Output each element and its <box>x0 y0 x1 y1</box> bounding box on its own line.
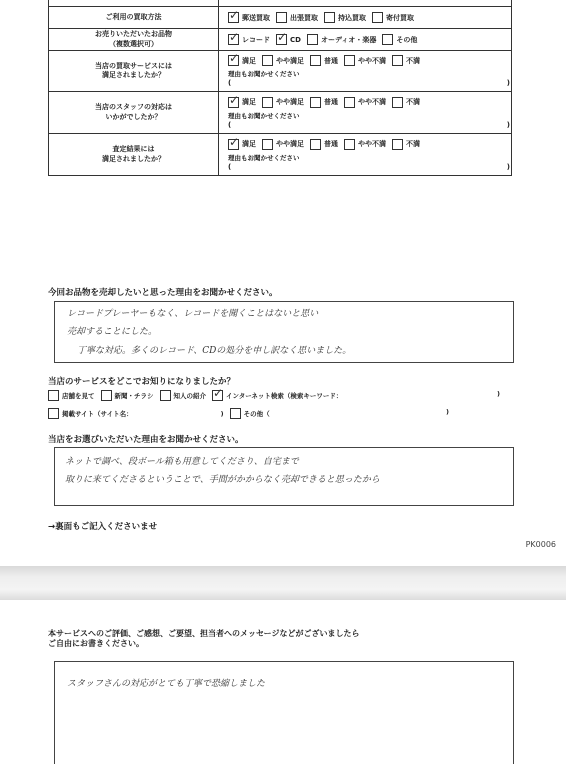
answer-cell <box>219 92 512 134</box>
source-heading: 当店のサービスをどこでお知りになりましたか？ <box>48 377 236 387</box>
option[interactable] <box>228 97 256 108</box>
option[interactable] <box>276 12 318 23</box>
option[interactable] <box>344 139 386 150</box>
question-label <box>49 134 219 176</box>
option[interactable] <box>324 12 366 23</box>
checkbox-checked[interactable] <box>228 34 239 45</box>
option[interactable] <box>262 55 304 66</box>
choose-reason-answer-line: 取りに来てくださるということで、手間がかからなく売却できると思ったから <box>65 475 380 485</box>
option-label: 普通 <box>324 98 338 106</box>
option-label: 不満 <box>406 98 420 106</box>
option[interactable] <box>228 139 256 150</box>
question-label <box>49 7 219 29</box>
question-text-line: 当店の買取サービスには <box>95 61 172 70</box>
comment-heading-line: ご自由にお書きください。 <box>48 639 144 649</box>
option[interactable] <box>344 55 386 66</box>
question-text-line: 満足されましたか？ <box>102 71 165 79</box>
option-label: 寄付買取 <box>386 13 414 22</box>
choose-reason-heading: 当店をお選びいただいた理由をお聞かせください。 <box>48 435 244 445</box>
option-label: 知人の紹介 <box>173 392 206 400</box>
reason-input[interactable]: ( ) <box>228 120 510 129</box>
question-label <box>49 29 219 51</box>
survey-page-back <box>0 600 566 763</box>
checkbox[interactable] <box>310 139 321 150</box>
option[interactable] <box>310 55 338 66</box>
option[interactable] <box>372 12 414 23</box>
reason-label: 理由もお聞かせください <box>228 153 300 162</box>
table-row-service-satisfaction <box>49 51 512 92</box>
option-label: やや不満 <box>358 140 386 148</box>
options <box>228 139 511 150</box>
checkbox[interactable] <box>262 139 273 150</box>
checkbox[interactable] <box>262 55 273 66</box>
checkbox[interactable] <box>310 55 321 66</box>
option[interactable] <box>392 97 420 108</box>
table-row-purchase-method <box>49 7 512 29</box>
source-row-2 <box>48 408 276 419</box>
checkbox-checked[interactable] <box>228 55 239 66</box>
option-label: インターネット検索（検索キーワード： <box>226 392 343 400</box>
reason-label: 理由もお聞かせください <box>228 111 300 120</box>
option-label: 不満 <box>406 56 420 65</box>
sell-reason-answer-line: 丁寧な対応。多くのレコード、CDの処分を申し訳なく思いました。 <box>77 346 352 356</box>
close-paren: ) <box>497 390 500 398</box>
checkbox[interactable] <box>344 97 355 108</box>
option[interactable] <box>276 34 301 45</box>
survey-table <box>48 0 512 176</box>
choose-reason-answer-box[interactable] <box>54 447 514 506</box>
option-label: 新聞・チラシ <box>114 392 154 400</box>
option[interactable] <box>392 55 420 66</box>
option[interactable] <box>228 55 256 66</box>
option-label: 満足 <box>242 56 256 65</box>
checkbox[interactable] <box>310 97 321 108</box>
checkbox[interactable] <box>324 12 335 23</box>
checkbox-checked[interactable] <box>276 34 287 45</box>
table-row-appraisal-satisfaction <box>49 134 512 176</box>
checkbox-checked[interactable] <box>228 12 239 23</box>
question-label <box>49 92 219 134</box>
reason-label: 理由もお聞かせください <box>228 70 300 78</box>
options <box>228 34 511 45</box>
option-label: 満足 <box>242 140 256 148</box>
sell-reason-heading: 今回お品物を売却したいと思った理由をお聞かせください。 <box>48 288 278 298</box>
checkbox-checked[interactable] <box>228 139 239 150</box>
checkbox[interactable] <box>160 390 171 401</box>
choose-reason-answer-line: ネットで調べ、段ボール箱も用意してくださり、自宅まで <box>65 457 299 467</box>
option-label: やや満足 <box>276 56 304 65</box>
option-label: 出張買取 <box>290 13 318 22</box>
option[interactable] <box>262 139 304 150</box>
option[interactable] <box>344 97 386 108</box>
option-label: やや満足 <box>276 140 304 148</box>
checkbox[interactable] <box>372 12 383 23</box>
option[interactable] <box>392 139 420 150</box>
question-text-line: 満足されましたか？ <box>102 154 165 163</box>
close-paren: ) <box>220 409 224 418</box>
checkbox[interactable] <box>230 408 241 419</box>
answer-cell <box>219 134 512 176</box>
checkbox[interactable] <box>344 55 355 66</box>
question-text-line: いかがでしたか？ <box>105 112 162 121</box>
option-label: 持込買取 <box>338 13 366 22</box>
checkbox[interactable] <box>276 12 287 23</box>
checkbox[interactable] <box>101 390 112 401</box>
question-text-line: （複数選択可） <box>109 39 158 48</box>
option-label: 普通 <box>324 56 338 65</box>
checkbox[interactable] <box>392 55 403 66</box>
option-label: 掲載サイト（サイト名： <box>62 410 133 418</box>
option[interactable] <box>382 34 417 45</box>
checkbox-checked[interactable] <box>212 390 223 401</box>
back-side-note: →裏面もご記入くださいませ <box>48 522 158 532</box>
checkbox[interactable] <box>48 390 59 401</box>
table-row-staff-satisfaction <box>49 92 512 134</box>
reason-input[interactable]: ( ) <box>228 79 510 87</box>
option-label: その他（ <box>243 410 270 418</box>
option-label: やや不満 <box>358 98 386 106</box>
options <box>228 12 511 23</box>
checkbox[interactable] <box>344 139 355 150</box>
form-code: PK0006 <box>525 540 556 549</box>
options <box>228 55 511 66</box>
option-label: やや満足 <box>276 98 304 106</box>
question-text-line: 当店のスタッフの対応は <box>95 103 172 112</box>
option-label: 不満 <box>406 140 420 148</box>
checkbox[interactable] <box>392 97 403 108</box>
option-label: その他 <box>396 35 418 44</box>
option-label: 普通 <box>324 140 338 148</box>
option-label: 店舗を見て <box>62 392 95 400</box>
checkbox-checked[interactable] <box>228 97 239 108</box>
option[interactable] <box>262 97 304 108</box>
option-label: CD <box>290 35 301 44</box>
option[interactable] <box>228 34 270 45</box>
option[interactable] <box>228 12 270 23</box>
table-row-items-sold <box>49 29 512 51</box>
close-paren: ) <box>446 408 449 416</box>
option-label: やや不満 <box>358 56 386 65</box>
reason-input[interactable]: ( ) <box>228 162 510 171</box>
checkbox[interactable] <box>48 408 59 419</box>
option[interactable] <box>307 34 376 45</box>
option-label: オーディオ・楽器 <box>320 35 377 44</box>
answer-cell <box>219 7 512 29</box>
option-label: 満足 <box>242 98 256 106</box>
comment-heading-line: 本サービスへのご評価、ご感想、ご要望、担当者へのメッセージなどがございましたら <box>48 629 360 638</box>
sell-reason-answer-line: レコードプレーヤーもなく、レコードを聞くことはないと思い <box>67 309 319 319</box>
checkbox[interactable] <box>382 34 393 45</box>
page-separator <box>0 566 566 600</box>
comment-heading <box>48 629 360 650</box>
option-label: レコード <box>242 35 270 44</box>
option-label: 郵送買取 <box>242 13 270 22</box>
comment-answer-box[interactable] <box>54 661 514 764</box>
source-row-1 <box>48 390 348 401</box>
question-text-line: お売りいただいたお品物 <box>95 30 172 39</box>
sell-reason-answer-box[interactable] <box>54 301 514 363</box>
answer-cell <box>219 29 512 51</box>
checkbox[interactable] <box>307 34 318 45</box>
sell-reason-answer-line: 売却することにした。 <box>67 327 158 337</box>
checkbox[interactable] <box>262 97 273 108</box>
options <box>228 97 511 108</box>
comment-answer-text: スタッフさんの対応がとても丁寧で恐縮しました <box>67 679 266 689</box>
option[interactable] <box>310 139 338 150</box>
checkbox[interactable] <box>392 139 403 150</box>
answer-cell <box>219 51 512 92</box>
question-text-line: 査定結果には <box>112 145 155 154</box>
option[interactable] <box>310 97 338 108</box>
question-text-line: ご利用の買取方法 <box>105 12 162 21</box>
question-label <box>49 51 219 92</box>
